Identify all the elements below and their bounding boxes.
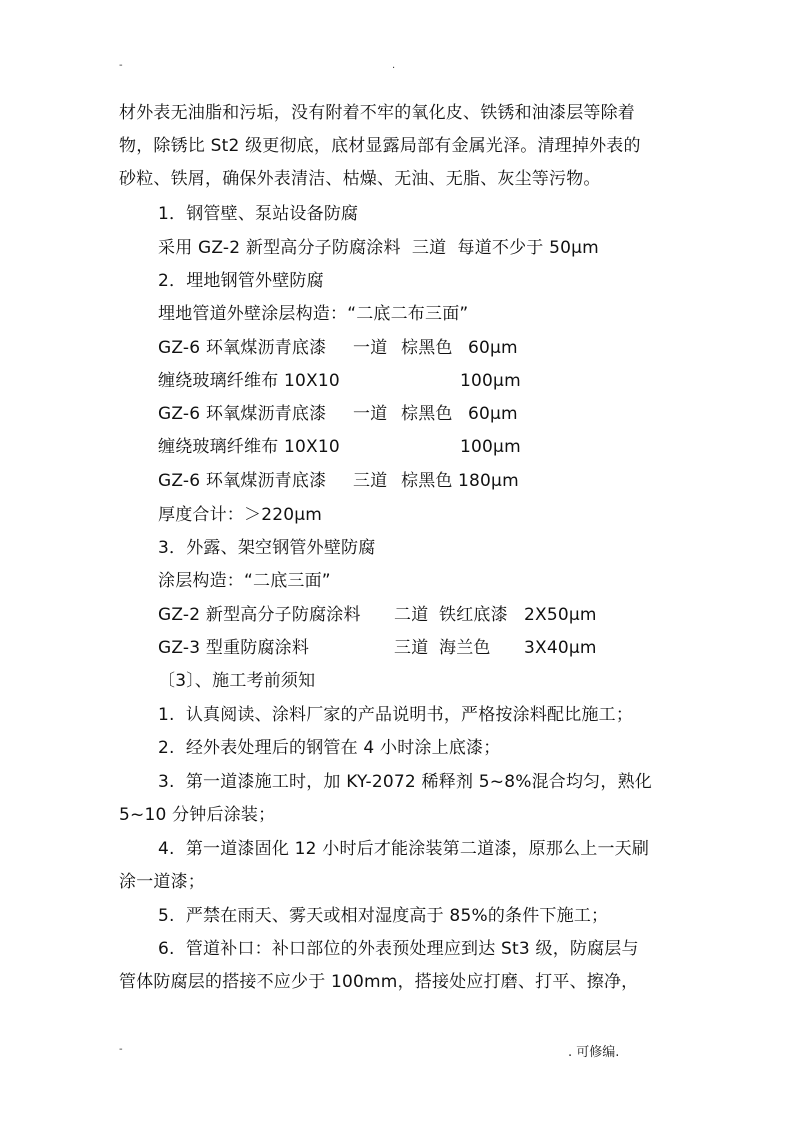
list-item-continuation: 涂一道漆； bbox=[119, 872, 205, 892]
coating-coats: 一道 bbox=[353, 404, 388, 424]
header-left-mark: - bbox=[119, 60, 123, 71]
list-item: 5. 严禁在雨天、雾天或相对湿度高于 85%的条件下施工； bbox=[158, 906, 609, 926]
section-heading: 2．埋地钢管外壁防腐 bbox=[158, 271, 324, 291]
coating-row bbox=[158, 437, 658, 457]
thickness-total: 厚度合计：＞220μm bbox=[158, 505, 323, 525]
coating-material: 缠绕玻璃纤维布 10X10 bbox=[158, 371, 340, 391]
coating-thickness: 60μm bbox=[468, 338, 518, 358]
coating-material: GZ-6 环氧煤沥青底漆 bbox=[158, 471, 327, 491]
coating-row bbox=[158, 404, 658, 424]
list-item-continuation: 管体防腐层的搭接不应少于 100mm，搭接处应打磨、打平、擦净， bbox=[119, 972, 639, 992]
coating-color: 棕黑色 bbox=[401, 338, 453, 358]
coating-material: 缠绕玻璃纤维布 10X10 bbox=[158, 437, 340, 457]
coating-thickness: 60μm bbox=[468, 404, 518, 424]
footer-left-mark: - bbox=[119, 1044, 123, 1055]
coating-thickness: 3X40μm bbox=[524, 638, 597, 658]
coating-color: 铁红底漆 bbox=[439, 605, 508, 625]
coating-coats: 一道 bbox=[353, 338, 388, 358]
coating-material: GZ-2 新型高分子防腐涂料 bbox=[158, 605, 361, 625]
coating-color: 海兰色 bbox=[439, 638, 491, 658]
list-item: 1. 认真阅读、涂料厂家的产品说明书，严格按涂料配比施工； bbox=[158, 705, 634, 725]
coating-color: 棕黑色 bbox=[401, 471, 453, 491]
section-heading: 3．外露、架空钢管外壁防腐 bbox=[158, 538, 376, 558]
paragraph-line: 砂粒、铁屑，确保外表清洁、枯燥、无油、无脂、灰尘等污物。 bbox=[119, 169, 601, 189]
coating-row bbox=[158, 638, 658, 658]
header-center-mark: . bbox=[392, 60, 396, 71]
section-heading: 1．钢管壁、泵站设备防腐 bbox=[158, 204, 359, 224]
coating-row bbox=[158, 605, 658, 625]
list-item: 2. 经外表处理后的钢管在 4 小时涂上底漆； bbox=[158, 738, 501, 758]
coating-coats: 三道 bbox=[394, 638, 429, 658]
section-heading: 〔3〕、施工考前须知 bbox=[158, 671, 316, 691]
list-item-continuation: 5~10 分钟后涂装； bbox=[119, 805, 276, 825]
coating-thickness: 100μm bbox=[460, 371, 521, 391]
list-item: 3. 第一道漆施工时，加 KY-2072 稀释剂 5~8%混合均匀，熟化 bbox=[158, 772, 652, 792]
coating-coats: 三道 bbox=[353, 471, 388, 491]
coating-row bbox=[158, 371, 658, 391]
coating-material: GZ-6 环氧煤沥青底漆 bbox=[158, 404, 327, 424]
coating-material: GZ-6 环氧煤沥青底漆 bbox=[158, 338, 327, 358]
paragraph-line: 物，除锈比 St2 级更彻底，底材显露局部有金属光泽。清理掉外表的 bbox=[119, 136, 641, 156]
coating-row bbox=[158, 471, 658, 491]
paragraph-line: 材外表无油脂和污垢，没有附着不牢的氧化皮、铁锈和油漆层等除着 bbox=[119, 103, 635, 123]
body-line: 采用 GZ-2 新型高分子防腐涂料 三道 每道不少于 50μm bbox=[158, 238, 599, 258]
coating-row bbox=[158, 338, 658, 358]
body-line: 埋地管道外壁涂层构造：“二底二布三面” bbox=[158, 304, 469, 324]
coating-thickness: 2X50μm bbox=[524, 605, 597, 625]
body-line: 涂层构造：“二底三面” bbox=[158, 571, 331, 591]
coating-coats: 二道 bbox=[394, 605, 429, 625]
coating-color: 棕黑色 bbox=[401, 404, 453, 424]
coating-thickness: 180μm bbox=[458, 471, 519, 491]
coating-material: GZ-3 型重防腐涂料 bbox=[158, 638, 310, 658]
footer-editable-note: . 可修编. bbox=[568, 1045, 620, 1060]
list-item: 6. 管道补口：补口部位的外表预处理应到达 St3 级，防腐层与 bbox=[158, 939, 639, 959]
coating-thickness: 100μm bbox=[460, 437, 521, 457]
list-item: 4. 第一道漆固化 12 小时后才能涂装第二道漆，原那么上一天刷 bbox=[158, 839, 650, 859]
